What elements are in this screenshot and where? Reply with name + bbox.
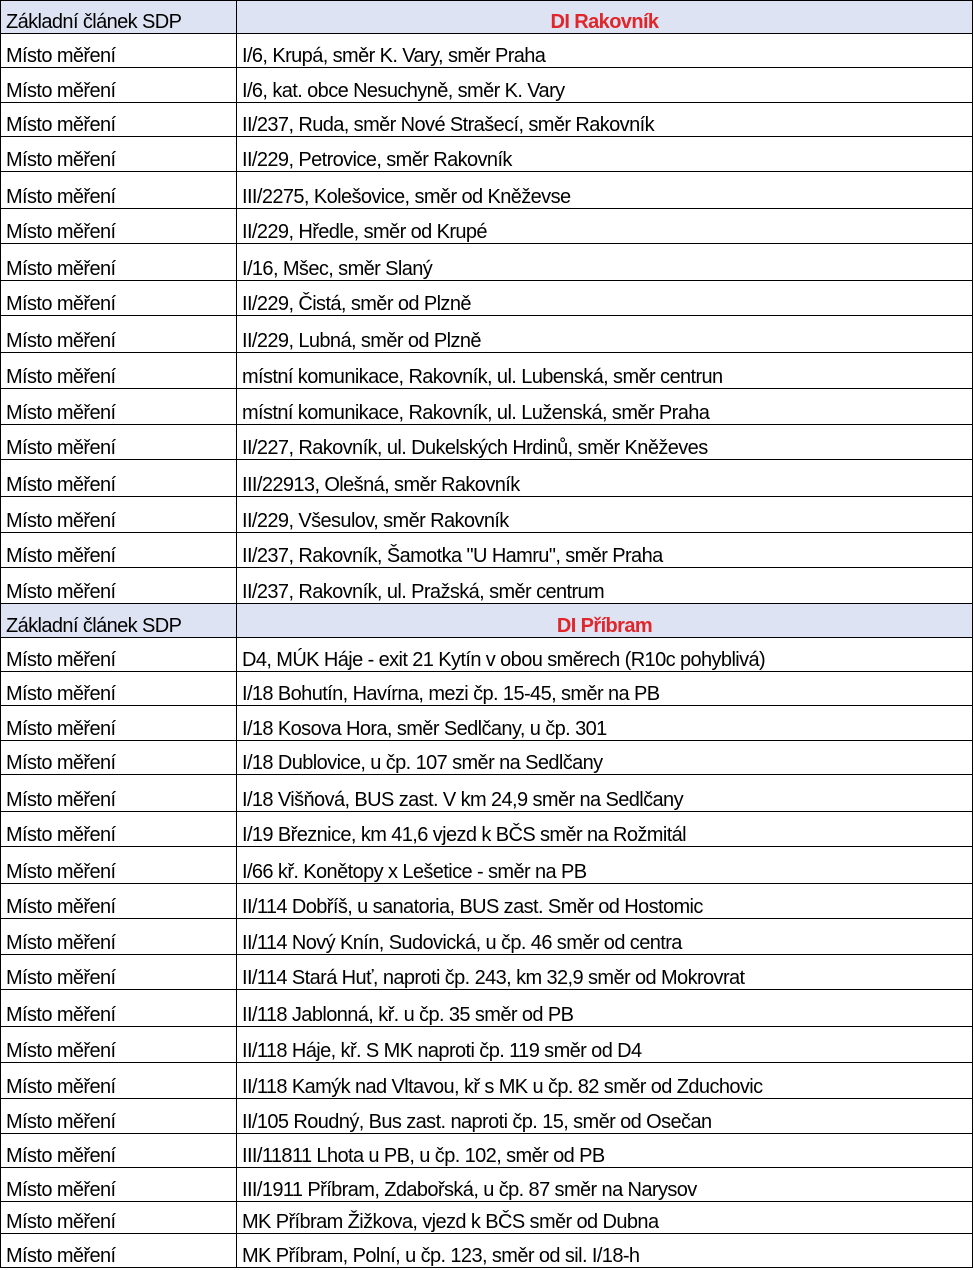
table-row	[1, 497, 973, 533]
table-row	[1, 990, 973, 1027]
section-header-row	[1, 604, 973, 638]
row-label-cell: Místo měření	[1, 281, 237, 316]
table-row	[1, 1134, 973, 1168]
table-row	[1, 706, 973, 741]
row-label-cell: Místo měření	[1, 460, 237, 497]
table-row	[1, 103, 973, 137]
location-cell: D4, MÚK Háje - exit 21 Kytín v obou směrech (R10c pohyblivá)	[237, 638, 973, 672]
table-row	[1, 425, 973, 460]
table-row	[1, 460, 973, 497]
location-cell: III/22913, Olešná, směr Rakovník	[237, 460, 973, 497]
row-label-cell: Místo měření	[1, 568, 237, 604]
section-header-label: Základní článek SDP	[1, 604, 237, 638]
table-row	[1, 775, 973, 812]
location-cell: I/6, kat. obce Nesuchyně, směr K. Vary	[237, 68, 973, 103]
table-row	[1, 1027, 973, 1063]
table-row	[1, 638, 973, 672]
row-label-cell: Místo měření	[1, 919, 237, 955]
location-cell: II/237, Ruda, směr Nové Strašecí, směr Rakovník	[237, 103, 973, 137]
row-label-cell: Místo měření	[1, 316, 237, 353]
row-label-cell: Místo měření	[1, 1168, 237, 1202]
location-cell: I/18 Bohutín, Havírna, mezi čp. 15-45, směr na PB	[237, 672, 973, 706]
row-label-cell: Místo měření	[1, 209, 237, 244]
row-label-cell: Místo měření	[1, 34, 237, 68]
location-cell: I/66 kř. Konětopy x Lešetice - směr na PB	[237, 847, 973, 884]
row-label-cell: Místo měření	[1, 990, 237, 1027]
row-label-cell: Místo měření	[1, 68, 237, 103]
location-cell: I/6, Krupá, směr K. Vary, směr Praha	[237, 34, 973, 68]
table-row	[1, 884, 973, 919]
row-label-cell: Místo měření	[1, 1202, 237, 1234]
row-label-cell: Místo měření	[1, 672, 237, 706]
section-header-row	[1, 1, 973, 34]
row-label-cell: Místo měření	[1, 638, 237, 672]
table-row	[1, 847, 973, 884]
table-row	[1, 568, 973, 604]
row-label-cell: Místo měření	[1, 497, 237, 533]
location-cell: II/118 Jablonná, kř. u čp. 35 směr od PB	[237, 990, 973, 1027]
location-cell: I/16, Mšec, směr Slaný	[237, 244, 973, 281]
location-cell: MK Příbram Žižkova, vjezd k BČS směr od Dubna	[237, 1202, 973, 1234]
row-label-cell: Místo měření	[1, 1134, 237, 1168]
location-cell: II/229, Hředle, směr od Krupé	[237, 209, 973, 244]
table-row	[1, 209, 973, 244]
table-row	[1, 281, 973, 316]
location-cell: II/118 Kamýk nad Vltavou, kř s MK u čp. 82 směr od Zduchovic	[237, 1063, 973, 1099]
section-header-label: Základní článek SDP	[1, 1, 237, 34]
table-row	[1, 244, 973, 281]
row-label-cell: Místo měření	[1, 103, 237, 137]
location-cell: II/237, Rakovník, ul. Pražská, směr centrum	[237, 568, 973, 604]
table-row	[1, 812, 973, 847]
row-label-cell: Místo měření	[1, 425, 237, 460]
location-cell: III/2275, Kolešovice, směr od Kněževse	[237, 172, 973, 209]
row-label-cell: Místo měření	[1, 389, 237, 425]
location-cell: II/229, Petrovice, směr Rakovník	[237, 137, 973, 172]
location-cell: II/114 Stará Huť, naproti čp. 243, km 32,9 směr od Mokrovrat	[237, 955, 973, 990]
location-cell: II/227, Rakovník, ul. Dukelských Hrdinů, směr Kněževes	[237, 425, 973, 460]
row-label-cell: Místo měření	[1, 812, 237, 847]
section-title: DI Příbram	[237, 604, 973, 638]
table-row	[1, 1063, 973, 1099]
table-row	[1, 68, 973, 103]
table-row	[1, 1202, 973, 1234]
row-label-cell: Místo měření	[1, 955, 237, 990]
row-label-cell: Místo měření	[1, 533, 237, 568]
table-row	[1, 353, 973, 389]
table-row	[1, 919, 973, 955]
location-cell: II/105 Roudný, Bus zast. naproti čp. 15, směr od Osečan	[237, 1099, 973, 1134]
row-label-cell: Místo měření	[1, 775, 237, 812]
location-cell: místní komunikace, Rakovník, ul. Luženská, směr Praha	[237, 389, 973, 425]
location-cell: II/237, Rakovník, Šamotka "U Hamru", směr Praha	[237, 533, 973, 568]
row-label-cell: Místo měření	[1, 741, 237, 775]
table-row	[1, 316, 973, 353]
table-row	[1, 955, 973, 990]
table-row	[1, 1234, 973, 1268]
location-cell: I/18 Višňová, BUS zast. V km 24,9 směr na Sedlčany	[237, 775, 973, 812]
table-row	[1, 1168, 973, 1202]
location-cell: místní komunikace, Rakovník, ul. Lubenská, směr centrun	[237, 353, 973, 389]
section-title: DI Rakovník	[237, 1, 973, 34]
location-cell: III/1911 Příbram, Zdabořská, u čp. 87 směr na Narysov	[237, 1168, 973, 1202]
table-row	[1, 741, 973, 775]
location-cell: III/11811 Lhota u PB, u čp. 102, směr od PB	[237, 1134, 973, 1168]
row-label-cell: Místo měření	[1, 847, 237, 884]
row-label-cell: Místo měření	[1, 1099, 237, 1134]
row-label-cell: Místo měření	[1, 884, 237, 919]
table-row	[1, 1099, 973, 1134]
location-cell: II/229, Čistá, směr od Plzně	[237, 281, 973, 316]
location-cell: I/19 Březnice, km 41,6 vjezd k BČS směr na Rožmitál	[237, 812, 973, 847]
table-row	[1, 672, 973, 706]
location-cell: II/229, Lubná, směr od Plzně	[237, 316, 973, 353]
row-label-cell: Místo měření	[1, 1234, 237, 1268]
location-cell: I/18 Kosova Hora, směr Sedlčany, u čp. 301	[237, 706, 973, 741]
row-label-cell: Místo měření	[1, 706, 237, 741]
row-label-cell: Místo měření	[1, 137, 237, 172]
row-label-cell: Místo měření	[1, 353, 237, 389]
location-cell: II/114 Dobříš, u sanatoria, BUS zast. Směr od Hostomic	[237, 884, 973, 919]
table-row	[1, 172, 973, 209]
table-row	[1, 533, 973, 568]
table-row	[1, 34, 973, 68]
table-row	[1, 137, 973, 172]
table-body	[1, 1, 973, 1268]
location-cell: I/18 Dublovice, u čp. 107 směr na Sedlčany	[237, 741, 973, 775]
row-label-cell: Místo měření	[1, 1063, 237, 1099]
row-label-cell: Místo měření	[1, 172, 237, 209]
location-cell: II/229, Všesulov, směr Rakovník	[237, 497, 973, 533]
table-row	[1, 389, 973, 425]
location-cell: MK Příbram, Polní, u čp. 123, směr od sil. I/18-h	[237, 1234, 973, 1268]
row-label-cell: Místo měření	[1, 244, 237, 281]
location-cell: II/118 Háje, kř. S MK naproti čp. 119 směr od D4	[237, 1027, 973, 1063]
location-cell: II/114 Nový Knín, Sudovická, u čp. 46 směr od centra	[237, 919, 973, 955]
row-label-cell: Místo měření	[1, 1027, 237, 1063]
